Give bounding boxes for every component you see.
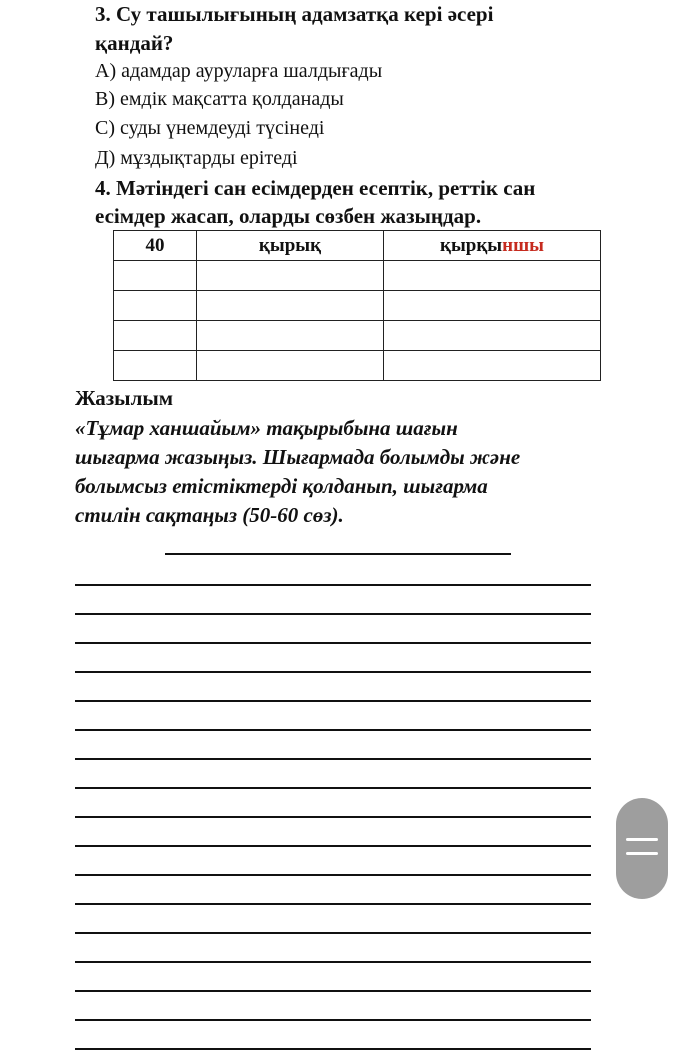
answer-line[interactable] [75, 874, 591, 876]
answer-line[interactable] [75, 845, 591, 847]
table-answer-cell[interactable] [114, 261, 197, 291]
table-row [114, 261, 601, 291]
question-3-option-c: С) суды үнемдеуді түсінеді [95, 117, 325, 139]
writing-task-line-1: «Тұмар ханшайым» тақырыбына шағын [75, 416, 458, 440]
question-3-title-line-1: 3. Су ташылығының адамзатқа кері әсері [95, 2, 494, 26]
table-row [114, 321, 601, 351]
question-4-title-line-1: 4. Мәтіндегі сан есімдерден есептік, реттік сан [95, 176, 536, 200]
drag-handle-bar-top [626, 838, 658, 841]
table-answer-cell[interactable] [197, 261, 384, 291]
answer-line[interactable] [75, 642, 591, 644]
ordinal-stem: қырқы [440, 235, 503, 256]
question-3-option-a: А) адамдар ауруларға шалдығады [95, 60, 383, 82]
number-words-table [113, 230, 601, 381]
answer-line[interactable] [75, 1048, 591, 1050]
table-answer-cell[interactable] [384, 351, 601, 381]
answer-line[interactable] [75, 903, 591, 905]
answer-line[interactable] [75, 671, 591, 673]
writing-task-line-2: шығарма жазыңыз. Шығармада болымды және [75, 445, 521, 469]
question-3-option-b: В) емдік мақсатта қолданады [95, 88, 344, 110]
answer-line[interactable] [75, 1019, 591, 1021]
ordinal-suffix: ншы [502, 235, 544, 256]
table-answer-cell[interactable] [197, 291, 384, 321]
table-row [114, 351, 601, 381]
question-3-title-line-2: қандай? [95, 31, 174, 55]
writing-task [75, 414, 595, 530]
answer-line[interactable] [75, 932, 591, 934]
table-answer-cell[interactable] [197, 351, 384, 381]
drag-handle-icon[interactable] [616, 798, 668, 899]
question-3-option-d: Д) мұздықтарды ерітеді [95, 147, 298, 169]
writing-task-line-3: болымсыз етістіктерді қолданып, шығарма [75, 474, 488, 498]
question-4-title-line-2: есімдер жасап, оларды сөзбен жазыңдар. [95, 204, 482, 228]
answer-line[interactable] [75, 961, 591, 963]
header-number-cell: 40 [114, 231, 197, 261]
table-answer-cell[interactable] [114, 351, 197, 381]
answer-line[interactable] [75, 816, 591, 818]
section-title: Жазылым [75, 386, 174, 410]
table-answer-cell[interactable] [384, 261, 601, 291]
table-answer-cell[interactable] [384, 291, 601, 321]
table-answer-cell[interactable] [114, 321, 197, 351]
table-row [114, 291, 601, 321]
table-answer-cell[interactable] [114, 291, 197, 321]
drag-handle-bar-bottom [626, 852, 658, 855]
table-answer-cell[interactable] [384, 321, 601, 351]
answer-line[interactable] [75, 584, 591, 586]
answer-line[interactable] [75, 613, 591, 615]
answer-line[interactable] [75, 787, 591, 789]
answer-line[interactable] [75, 990, 591, 992]
title-answer-line[interactable] [165, 553, 511, 555]
answer-line[interactable] [75, 729, 591, 731]
header-cardinal-cell: қырық [197, 231, 384, 261]
answer-line[interactable] [75, 758, 591, 760]
writing-task-line-4: стилін сақтаңыз (50-60 сөз). [75, 503, 344, 527]
answer-line[interactable] [75, 700, 591, 702]
table-answer-cell[interactable] [197, 321, 384, 351]
header-ordinal-cell [384, 231, 601, 261]
table-header-row [114, 231, 601, 261]
